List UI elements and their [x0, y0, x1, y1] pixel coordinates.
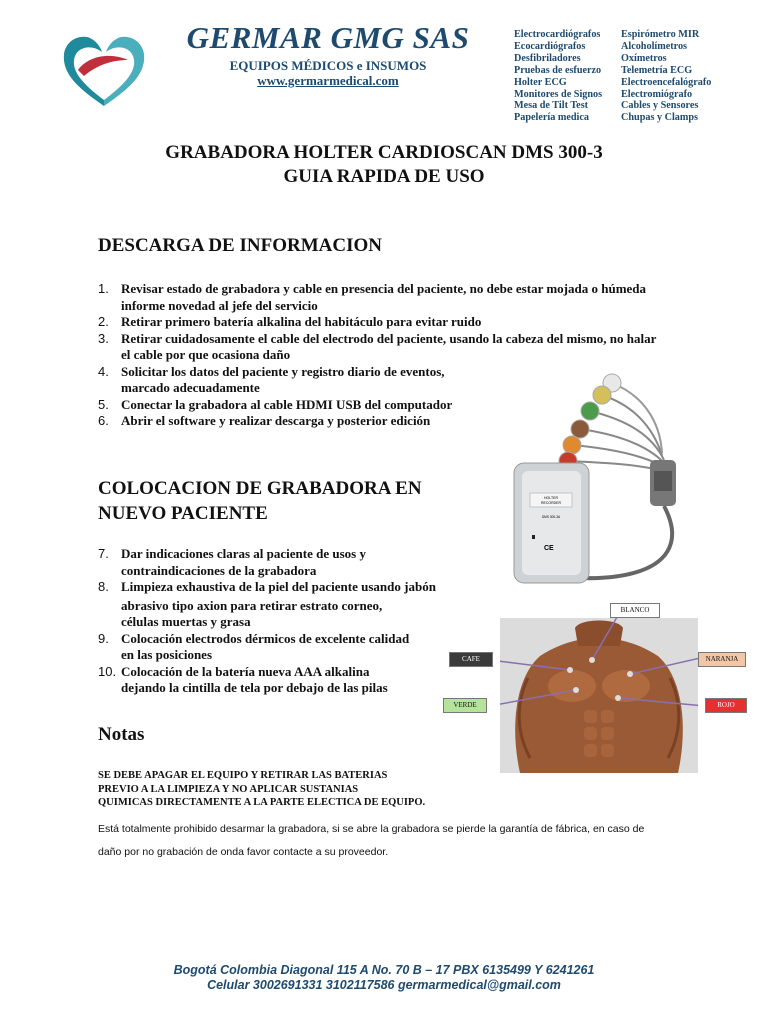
product-item: Electromiógrafo [621, 88, 693, 100]
step-text: Conectar la grabadora al cable HDMI USB del computador [121, 396, 453, 412]
product-item: Espirómetro MIR [621, 29, 700, 40]
product-item: Mesa de Tilt Test [514, 100, 589, 112]
notes-heading: Notas [98, 724, 145, 745]
section-heading-line: NUEVO PACIENTE [98, 503, 268, 524]
step-number: 8. [98, 579, 109, 594]
notes-body-line: Está totalmente prohibido desarmar la grabadora, si se abre la grabadora se pierde la garantía de fábrica, en caso de [98, 823, 645, 835]
step-text: abrasivo tipo axion para retirar estrato corneo, [121, 597, 383, 613]
step-number: 1. [98, 281, 109, 296]
step-text: Solicitar los datos del paciente y registro diario de eventos, [121, 363, 445, 379]
step-number: 2. [98, 314, 109, 329]
list-item [98, 664, 498, 697]
step-text: marcado adecuadamente [121, 380, 260, 395]
footer-contact [0, 963, 768, 993]
step-number: 9. [98, 630, 109, 646]
company-header [168, 20, 488, 89]
step-text: dejando la cintilla de tela por debajo de las pilas [121, 680, 388, 695]
title-line-2: GUIA RAPIDA DE USO [283, 166, 485, 187]
product-list-col1 [514, 29, 622, 124]
notes-body [98, 818, 718, 864]
step-number: 10. [98, 663, 117, 679]
section-heading-descarga: DESCARGA DE INFORMACION [98, 235, 382, 256]
electrode-tag-cafe: CAFE [449, 652, 493, 667]
electrode-tag-blanco: BLANCO [610, 603, 660, 618]
holter-recorder-image [492, 365, 722, 595]
notes-warning [98, 769, 518, 810]
step-text: Colocación electrodos dérmicos de excelente calidad [121, 630, 410, 646]
notes-body-line: daño por no grabación de onda favor contacte a su proveedor. [98, 846, 389, 858]
step-number: 5. [98, 396, 109, 412]
electrode-tag-rojo: ROJO [705, 698, 747, 713]
torso-electrode-placement-image [500, 618, 698, 773]
list-item [98, 281, 698, 314]
step-text: el cable por que ocasiona daño [121, 347, 291, 362]
step-number: 4. [98, 363, 109, 379]
step-number: 7. [98, 546, 109, 561]
product-list-col2 [621, 29, 751, 124]
list-item [98, 579, 498, 631]
step-number: 3. [98, 330, 109, 346]
step-text: Dar indicaciones claras al paciente de usos y [121, 546, 366, 561]
device-label: HOLTER [544, 496, 558, 500]
product-item: Holter ECG [514, 76, 567, 88]
step-text: Abrir el software y realizar descarga y posterior edición [121, 413, 431, 428]
product-item: Monitores de Signos [514, 88, 603, 100]
footer-address: Bogotá Colombia Diagonal 115 A No. 70 B – 17 PBX 6135499 Y 6241261 [173, 963, 595, 977]
product-item: Telemetría ECG [621, 64, 693, 76]
electrode-tag-naranja: NARANJA [698, 652, 746, 667]
list-item [98, 331, 698, 364]
steps-list-colocacion [98, 546, 498, 697]
device-label: RECORDER [540, 501, 562, 505]
title-line-1: GRABADORA HOLTER CARDIOSCAN DMS 300-3 [165, 142, 603, 163]
warning-line: SE DEBE APAGAR EL EQUIPO Y RETIRAR LAS BATERIAS [98, 770, 388, 781]
company-name: GERMAR GMG SAS [186, 20, 470, 55]
step-text: Revisar estado de grabadora y cable en presencia del paciente, no debe estar mojada o húmeda [121, 281, 647, 296]
product-item: Chupas y Clamps [621, 112, 698, 124]
device-model: DMS 300-3A [541, 515, 561, 519]
warning-line: PREVIO A LA LIMPIEZA Y NO APLICAR SUSTANIAS [98, 783, 359, 795]
company-tagline: EQUIPOS MÉDICOS e INSUMOS [229, 58, 427, 73]
step-text: Colocación de la batería nueva AAA alkalina [121, 663, 370, 679]
footer-phones-email: Celular 3002691331 3102117586 germarmedical@gmail.com [207, 978, 561, 992]
product-item: Alcoholímetros [621, 40, 688, 52]
product-item: Electroencefalógrafo [621, 76, 712, 88]
step-text: células muertas y grasa [121, 614, 251, 629]
product-item: Ecocardiógrafos [514, 40, 586, 52]
list-item [98, 631, 498, 664]
product-item: Electrocardiógrafos [514, 29, 601, 40]
torso-figure [500, 618, 698, 773]
product-item: Oxímetros [621, 52, 667, 64]
company-logo-heart-icon [58, 30, 150, 110]
list-item [98, 546, 498, 579]
step-text: informe novedad al jefe del servicio [121, 297, 318, 313]
warning-line: QUIMICAS DIRECTAMENTE A LA PARTE ELECTICA DE EQUIPO. [98, 797, 426, 808]
step-text: contraindicaciones de la grabadora [121, 562, 317, 578]
step-text: Retirar primero batería alkalina del habitáculo para evitar ruido [121, 314, 482, 329]
list-item [98, 314, 698, 331]
ce-mark-icon: CE [544, 545, 554, 552]
section-heading-line: COLOCACION DE GRABADORA EN [98, 478, 422, 499]
product-item: Pruebas de esfuerzo [514, 64, 602, 76]
product-item: Cables y Sensores [621, 100, 699, 112]
electrode-tag-verde: VERDE [443, 698, 487, 713]
step-text: en las posiciones [121, 647, 213, 662]
step-text: Limpieza exhaustiva de la piel del paciente usando jabón [121, 579, 436, 594]
product-item: Papelería medica [514, 112, 589, 124]
product-item: Desfibriladores [514, 52, 581, 64]
step-text: Retirar cuidadosamente el cable del electrodo del paciente, usando la cabeza del mismo, no halar [121, 330, 657, 346]
step-number: 6. [98, 413, 109, 428]
section-heading-colocacion [98, 476, 498, 526]
company-website-link[interactable]: www.germarmedical.com [257, 73, 399, 88]
document-title [0, 141, 768, 189]
